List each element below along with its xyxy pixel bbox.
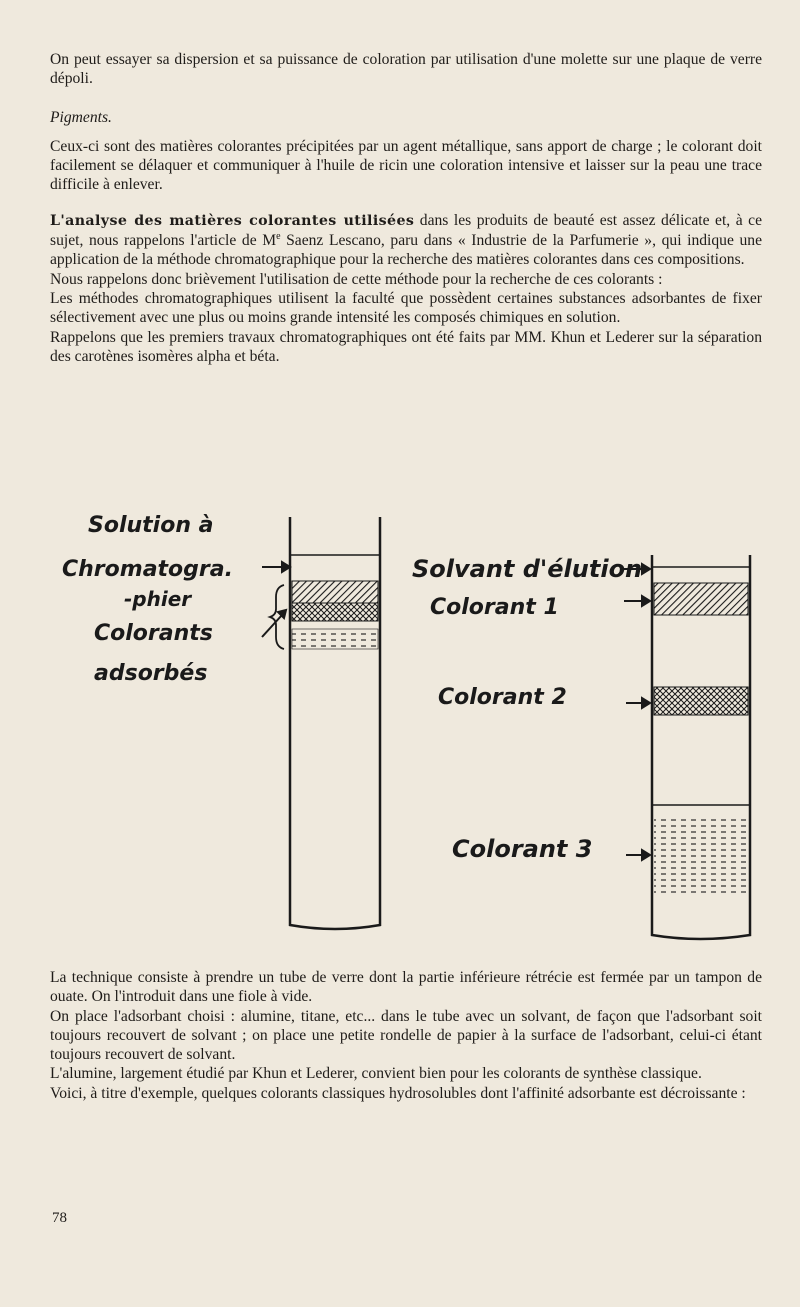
- label-adsorbes: adsorbés: [94, 661, 208, 686]
- analyse-text-b: Saenz Lescano, paru dans « Industrie de la Parfumerie », qui indique une application de la méthode chromatographique pour la recherche des matières colorantes dans ces compositions.: [50, 232, 762, 269]
- paragraph-travaux: Rappelons que les premiers travaux chromatographiques ont été faits par MM. Khun et Lederer sur la séparation des carotènes isomères alpha et béta.: [50, 328, 762, 365]
- paragraph-adsorbant: On place l'adsorbant choisi : alumine, titane, etc... dans le tube avec un solvant, de façon que l'adsorbant soit toujours recouvert de solvant ; on place une petite rondelle de papier à la surface de l'adsorbant, celui-ci étant toujours recouvert de solvant.: [50, 1007, 762, 1064]
- label-colorant-1: Colorant 1: [430, 595, 559, 620]
- pigments-heading: Pigments.: [50, 108, 112, 126]
- paragraph-methodes: Les méthodes chromatographiques utilisent la faculté que possèdent certaines substances adsorbantes de fixer sélectivement avec une plus ou moins grande intensité les composés chimiques en solution.: [50, 289, 762, 327]
- paragraph-analyse: [50, 211, 762, 270]
- label-solvant: Solvant d'élution: [412, 555, 643, 583]
- label-solution: Solution à: [88, 513, 214, 538]
- right-tube: [652, 555, 750, 939]
- paragraph-alumine: L'alumine, largement étudié par Khun et Lederer, convient bien pour les colorants de synthèse classique.: [50, 1065, 702, 1083]
- label-colorants: Colorants: [94, 621, 213, 646]
- text-block-top: [50, 50, 762, 366]
- paragraph-pigments: Ceux-ci sont des matières colorantes précipitées par un agent métallique, sans apport de charge ; le colorant doit facilement se délaquer et communiquer à l'huile de ricin une coloration intensive et laisser sur la peau une trace difficile à enlever.: [50, 137, 762, 194]
- left-tube: [290, 517, 380, 929]
- label-chromatogra: Chromatogra.: [62, 557, 233, 582]
- page-number: 78: [52, 1210, 67, 1226]
- analyse-sup: e: [276, 230, 281, 242]
- text-block-bottom: [50, 968, 762, 1103]
- paragraph-exemple: Voici, à titre d'exemple, quelques colorants classiques hydrosolubles dont l'affinité adsorbante est décroissante :: [50, 1084, 746, 1102]
- paragraph-rappel: Nous rappelons donc brièvement l'utilisation de cette méthode pour la recherche de ces colorants :: [50, 270, 663, 288]
- paragraph-dispersion: On peut essayer sa dispersion et sa puissance de coloration par utilisation d'une molette sur une plaque de verre dépoli.: [50, 51, 762, 88]
- analyse-text-a: dans les produits de beauté est assez délicate et, à ce sujet, nous rappelons l'article de M: [50, 211, 762, 250]
- label-phier: -phier: [124, 587, 192, 611]
- analyse-lead: L'analyse des matières colorantes utilisées: [50, 212, 415, 229]
- label-colorant-3: Colorant 3: [452, 835, 593, 863]
- label-colorant-2: Colorant 2: [438, 685, 567, 710]
- paragraph-technique: La technique consiste à prendre un tube de verre dont la partie inférieure rétrécie est fermée par un tampon de ouate. On l'introduit dans une fiole à vide.: [50, 969, 762, 1006]
- chromatography-diagram: [0, 505, 800, 965]
